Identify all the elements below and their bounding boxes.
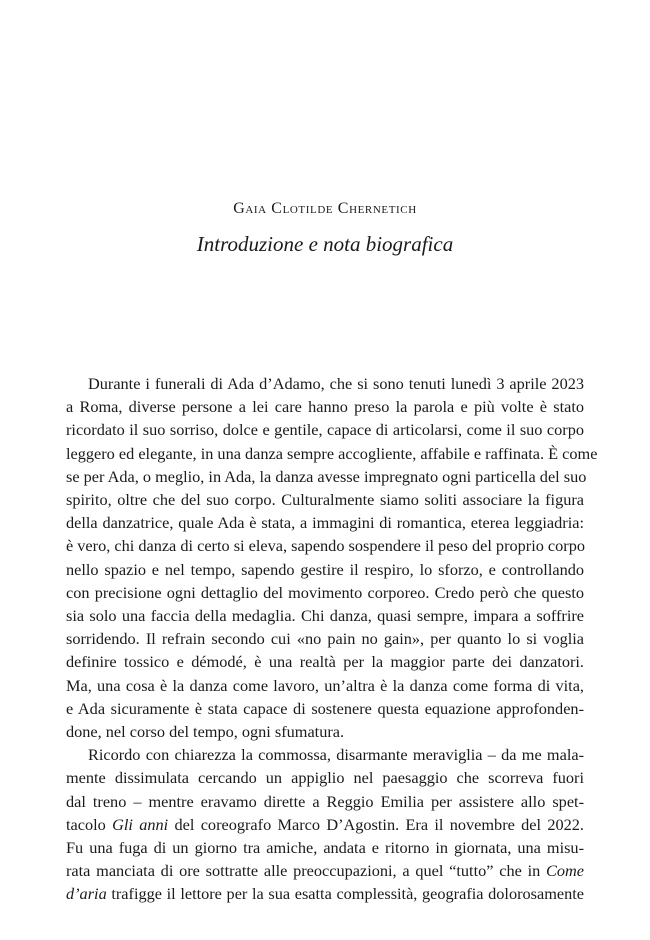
text-line: done, nel corso del tempo, ogni sfumatura. bbox=[66, 722, 345, 742]
text-line: definire tossico e démodé, è una realtà per la maggior parte dei danzatori. bbox=[66, 652, 584, 672]
text-line: della danzatrice, quale Ada è stata, a immagini di romantica, eterea leggiadria: bbox=[66, 513, 584, 533]
text-line: dal treno – mentre eravamo dirette a Reggio Emilia per assistere allo spet- bbox=[66, 791, 584, 811]
text-line: Fu una fuga di un giorno tra amiche, andata e ritorno in giornata, una misu- bbox=[66, 838, 584, 858]
text-run: del coreografo Marco D’Agostin. Era il novembre del 2022. bbox=[168, 814, 584, 834]
text-line bbox=[66, 882, 584, 905]
text-line: a Roma, diverse persone a lei care hanno preso la parola e più volte è stato bbox=[66, 397, 584, 417]
text-line bbox=[66, 813, 584, 836]
text-line bbox=[66, 859, 584, 882]
text-line: mente dissimulata cercando un appiglio nel paesaggio che scorreva fuori bbox=[66, 768, 584, 788]
text-line: e Ada sicuramente è stata capace di sostenere questa equazione approfonden- bbox=[66, 698, 584, 718]
text-run: rata manciata di ore sottratte alle preoccupazioni, a quel “tutto” che in bbox=[66, 861, 547, 881]
text-line: se per Ada, o meglio, in Ada, la danza avesse impregnato ogni particella del suo bbox=[66, 466, 587, 486]
text-line: è vero, chi danza di certo si eleva, sapendo sospendere il peso del proprio corpo bbox=[66, 536, 586, 556]
text-line: nello spazio e nel tempo, sapendo gestire il respiro, lo sforzo, e controllando bbox=[66, 559, 584, 579]
chapter-title: Introduzione e nota biografica bbox=[196, 232, 454, 256]
work-title: d’aria bbox=[66, 884, 107, 904]
paragraph-1 bbox=[66, 372, 598, 743]
text-line: Durante i funerali di Ada d’Adamo, che si sono tenuti lunedì 3 aprile 2023 bbox=[88, 374, 584, 393]
text-line: ricordato il suo sorriso, dolce e gentile, capace di articolarsi, come il suo corpo bbox=[66, 420, 584, 440]
text-line: sia solo una faccia della medaglia. Chi danza, quasi sempre, impara a soffrire bbox=[66, 606, 584, 626]
body-text bbox=[66, 372, 598, 906]
text-line: Ma, una cosa è la danza come lavoro, un’altra è la danza come forma di vita, bbox=[66, 675, 584, 695]
author-name: Gaia Clotilde Chernetich bbox=[233, 200, 417, 217]
text-line: spirito, oltre che del suo corpo. Culturalmente siamo soliti associare la figura bbox=[66, 490, 584, 510]
text-run: trafigge il lettore per la sua esatta complessità, geografia dolorosamente bbox=[106, 884, 584, 904]
text-line: leggero ed elegante, in una danza sempre accogliente, affabile e raffinata. È come bbox=[66, 443, 598, 463]
text-run: tacolo bbox=[66, 814, 113, 834]
text-line: sorridendo. Il refrain secondo cui «no pain no gain», per quanto lo si voglia bbox=[66, 629, 584, 649]
work-title: Come bbox=[546, 861, 584, 881]
text-line: con precisione ogni dettaglio del movimento corporeo. Credo però che questo bbox=[66, 582, 584, 602]
work-title: Gli anni bbox=[112, 814, 169, 834]
text-line: Ricordo con chiarezza la commossa, disarmante meraviglia – da me mala- bbox=[88, 745, 584, 765]
paragraph-2 bbox=[66, 743, 584, 905]
